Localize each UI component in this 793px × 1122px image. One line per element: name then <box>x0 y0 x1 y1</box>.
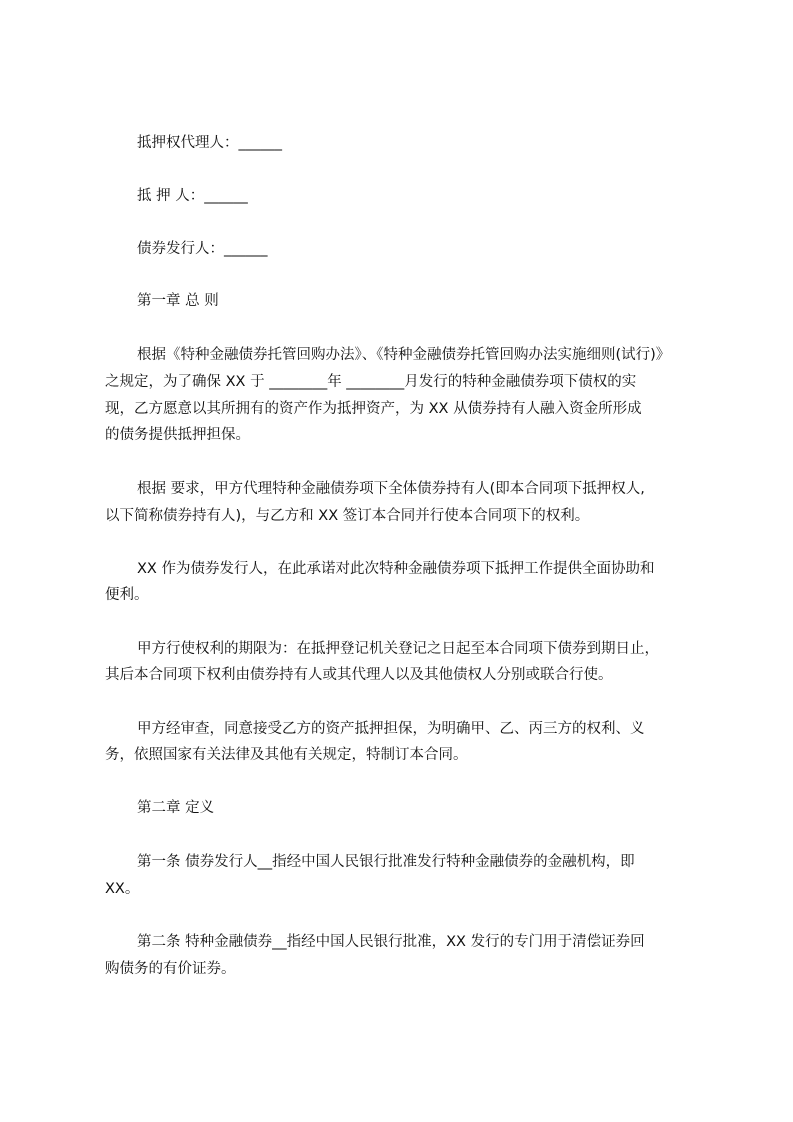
mortgagor-line: 抵 押 人：______ <box>137 188 248 204</box>
paragraph-line: 根据 要求，甲方代理特种金融债券项下全体债券持有人(即本合同项下抵押权人, <box>137 481 645 497</box>
article-line: 购债务的有价证券。 <box>105 961 236 977</box>
paragraph-line: 便利。 <box>105 587 149 603</box>
paragraph-line: 以下简称债券持有人)，与乙方和 XX 签订本合同并行使本合同项下的权利。 <box>105 508 590 524</box>
paragraph-line: 现，乙方愿意以其所拥有的资产作为抵押资产，为 XX 从债券持有人融入资金所形成 <box>105 401 642 417</box>
article-line: 第一条 债券发行人__指经中国人民银行批准发行特种金融债券的金融机构，即 <box>137 854 635 870</box>
chapter-1-heading: 第一章 总 则 <box>137 293 219 309</box>
paragraph-line: 甲方经审查，同意接受乙方的资产抵押担保，为明确甲、乙、丙三方的权利、义 <box>137 721 645 737</box>
bond-issuer-line: 债券发行人：______ <box>137 241 268 257</box>
chapter-2-heading: 第二章 定义 <box>137 800 215 816</box>
paragraph-line: XX 作为债券发行人，在此承诺对此次特种金融债券项下抵押工作提供全面协助和 <box>137 561 655 577</box>
paragraph-line: 之规定，为了确保 XX 于 ________年 ________月发行的特种金融债券项下债权的实 <box>105 374 637 390</box>
article-line: 第二条 特种金融债券__指经中国人民银行批准，XX 发行的专门用于清偿证券回 <box>137 934 645 950</box>
paragraph-line: 的债务提供抵押担保。 <box>105 427 250 443</box>
paragraph-line: 务，依照国家有关法律及其他有关规定，特制订本合同。 <box>105 747 468 763</box>
article-line: XX。 <box>105 881 140 897</box>
paragraph-line: 甲方行使权利的期限为：在抵押登记机关登记之日起至本合同项下债券到期日止， <box>137 641 659 657</box>
paragraph-line: 根据《特种金融债券托管回购办法》、《特种金融债券托管回购办法实施细则(试行)》 <box>137 347 671 363</box>
paragraph-line: 其后本合同项下权利由债券持有人或其代理人以及其他债权人分别或联合行使。 <box>105 667 613 683</box>
mortgagee-agent-line: 抵押权代理人：______ <box>137 135 282 151</box>
